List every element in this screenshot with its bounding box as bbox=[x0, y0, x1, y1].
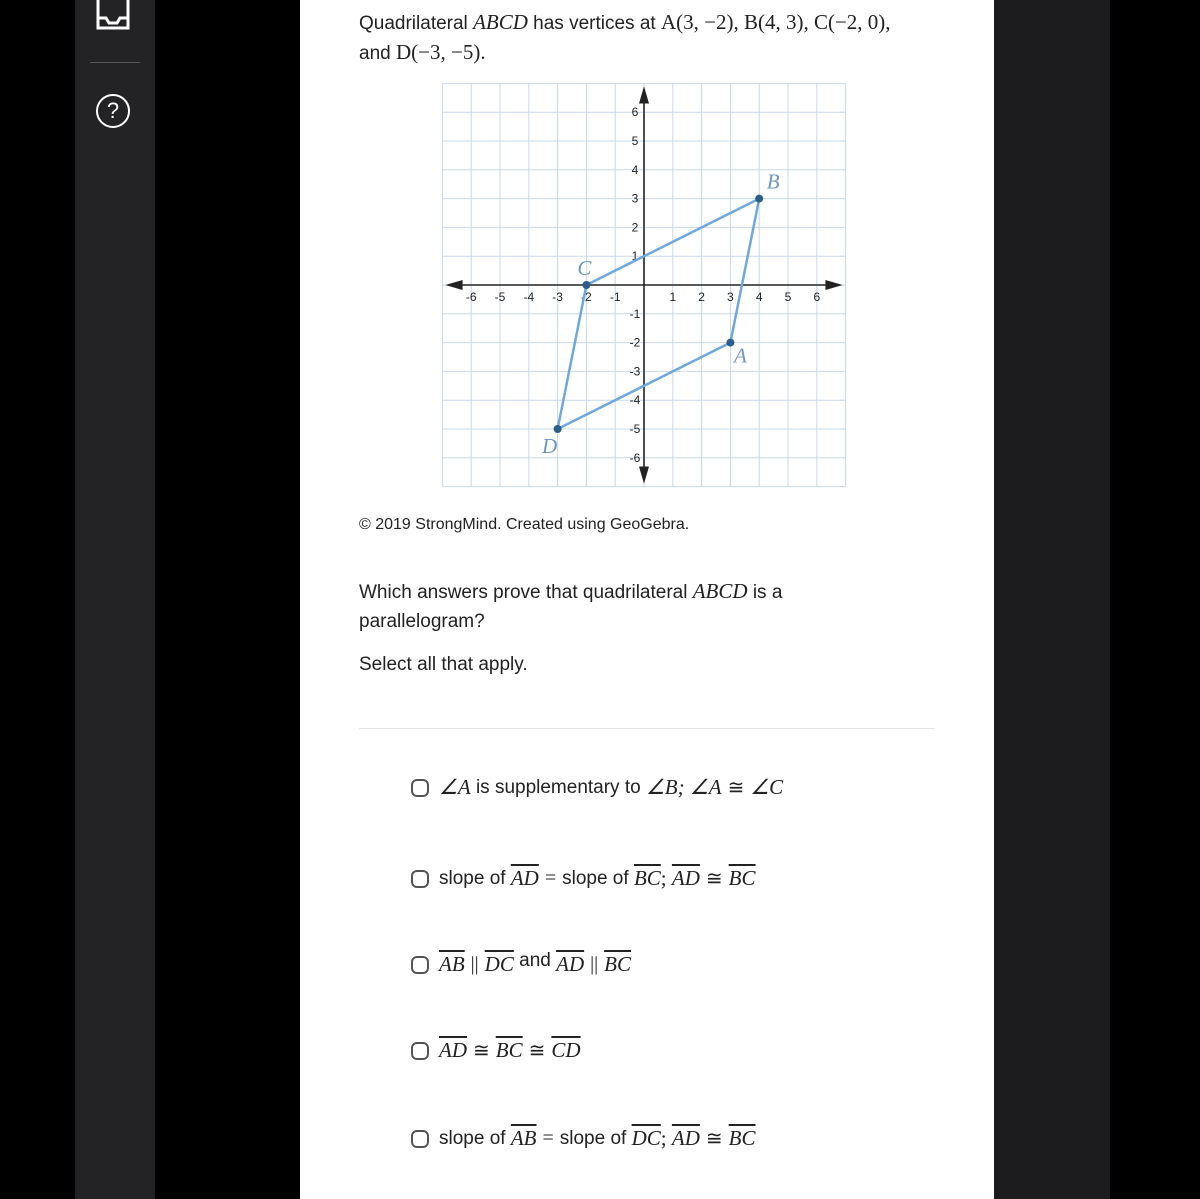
opt4-congruent2: ≅ bbox=[528, 1040, 546, 1062]
opt4-seg2: $\overline{BC}$ bbox=[495, 1038, 523, 1062]
x-tick-label: -6 bbox=[465, 290, 477, 304]
y-tick-label: 3 bbox=[631, 191, 639, 206]
vertex-label-b: B bbox=[766, 169, 780, 194]
opt2-text1: slope of bbox=[439, 867, 506, 889]
question-suffix: is a parallelogram? bbox=[359, 582, 783, 632]
right-margin bbox=[1110, 0, 1200, 1199]
opt1-angle-a: ∠A bbox=[439, 775, 471, 799]
opt5-semicolon: ; bbox=[660, 1126, 667, 1150]
x-tick-label: -4 bbox=[523, 290, 535, 304]
opt2-seg3: $\overline{AD}$ bbox=[671, 866, 700, 890]
sidebar-divider bbox=[90, 62, 140, 63]
opt5-seg2: $\overline{DC}$ bbox=[631, 1126, 661, 1150]
x-axis-arrow-left bbox=[445, 280, 462, 290]
opt4-seg3: $\overline{CD}$ bbox=[551, 1038, 581, 1062]
y-tick-label: 1 bbox=[631, 249, 639, 264]
left-margin bbox=[0, 0, 75, 1199]
opt1-angle-a2: ∠A bbox=[689, 775, 722, 799]
opt2-semicolon: ; bbox=[660, 866, 667, 890]
question-text bbox=[359, 577, 859, 636]
x-tick-label: -2 bbox=[581, 290, 592, 304]
x-tick-label: 1 bbox=[669, 290, 677, 304]
vertex-c bbox=[582, 281, 590, 289]
opt3-seg4: $\overline{BC}$ bbox=[604, 952, 631, 976]
y-axis-arrow-up bbox=[639, 86, 649, 103]
sidebar bbox=[75, 0, 155, 1199]
y-tick-label: -6 bbox=[629, 450, 641, 465]
opt2-congruent: ≅ bbox=[705, 868, 723, 890]
gutter bbox=[155, 0, 300, 1199]
opt1-congruent: ≅ bbox=[727, 777, 745, 799]
answer-option-2[interactable] bbox=[411, 866, 756, 891]
intro-and: and bbox=[359, 43, 391, 64]
opt4-seg1: $\overline{AD}$ bbox=[439, 1038, 467, 1062]
opt5-seg3: $\overline{AD}$ bbox=[671, 1126, 700, 1150]
last-vertex: D(−3, −5). bbox=[395, 40, 486, 64]
image-credit: © 2019 StrongMind. Created using GeoGebra. bbox=[359, 516, 690, 533]
shape-name: ABCD bbox=[473, 10, 528, 34]
opt2-seg4: $\overline{BC}$ bbox=[728, 866, 756, 890]
divider-line bbox=[359, 728, 935, 729]
vertex-label-d: D bbox=[542, 434, 558, 458]
coordinate-graph bbox=[442, 78, 852, 488]
opt4-congruent1: ≅ bbox=[473, 1040, 490, 1062]
y-tick-label: 6 bbox=[631, 105, 639, 120]
y-tick-label: -3 bbox=[629, 364, 641, 379]
opt5-congruent: ≅ bbox=[705, 1128, 723, 1150]
y-tick-label: -5 bbox=[629, 422, 641, 436]
right-panel bbox=[994, 0, 1110, 1199]
intro-text: Quadrilateral bbox=[359, 13, 468, 34]
problem-intro bbox=[359, 8, 939, 68]
opt3-seg2: $\overline{DC}$ bbox=[484, 952, 514, 976]
answer-option-3[interactable] bbox=[411, 949, 631, 977]
question-prefix: Which answers prove that quadrilateral bbox=[359, 582, 688, 603]
answer-option-4[interactable] bbox=[411, 1038, 581, 1063]
option-3-checkbox[interactable] bbox=[411, 956, 429, 974]
question-panel bbox=[300, 0, 994, 1199]
opt1-angle-c: ∠C bbox=[750, 775, 784, 799]
opt3-and: and bbox=[519, 949, 551, 971]
y-axis-arrow-down bbox=[639, 466, 649, 483]
vertex-label-a: A bbox=[733, 343, 747, 368]
opt5-equals: = bbox=[542, 1127, 554, 1149]
answer-option-1[interactable] bbox=[411, 775, 783, 800]
opt5-text1: slope of bbox=[439, 1127, 506, 1149]
opt3-seg1: $\overline{AB}$ bbox=[439, 952, 465, 976]
opt5-text2: slope of bbox=[559, 1127, 627, 1149]
option-1-checkbox[interactable] bbox=[411, 779, 429, 797]
select-all-instruction: Select all that apply. bbox=[359, 654, 528, 675]
intro-text-mid: has vertices at bbox=[533, 13, 656, 34]
inbox-icon[interactable] bbox=[94, 0, 132, 32]
x-tick-label: 3 bbox=[727, 290, 734, 304]
opt3-parallel1: || bbox=[470, 953, 479, 975]
opt2-text2: slope of bbox=[562, 867, 629, 889]
x-tick-label: 2 bbox=[698, 290, 705, 304]
vertex-label-c: C bbox=[577, 256, 592, 280]
y-tick-label: -2 bbox=[629, 335, 641, 350]
option-2-checkbox[interactable] bbox=[411, 870, 429, 888]
opt1-text: is supplementary to bbox=[475, 776, 641, 798]
x-tick-label: 5 bbox=[784, 290, 792, 304]
opt2-seg2: $\overline{BC}$ bbox=[633, 866, 661, 890]
y-tick-label: 2 bbox=[631, 220, 639, 235]
opt3-parallel2: || bbox=[590, 953, 599, 975]
opt3-seg3: $\overline{AD}$ bbox=[556, 952, 585, 976]
y-tick-label: 4 bbox=[631, 162, 639, 177]
help-icon[interactable] bbox=[95, 93, 131, 129]
question-shape: ABCD bbox=[692, 579, 748, 603]
svg-text:?: ? bbox=[106, 98, 120, 123]
answer-option-5[interactable] bbox=[411, 1126, 756, 1151]
opt1-angle-b: ∠B; bbox=[645, 775, 685, 799]
x-tick-label: -3 bbox=[552, 290, 563, 304]
option-5-checkbox[interactable] bbox=[411, 1130, 429, 1148]
vertices-list: A(3, −2), B(4, 3), C(−2, 0), bbox=[660, 10, 891, 34]
opt2-equals: = bbox=[544, 867, 557, 889]
y-tick-label: -1 bbox=[629, 306, 641, 321]
x-tick-label: -5 bbox=[494, 290, 506, 304]
x-axis-arrow-right bbox=[825, 280, 842, 290]
option-4-checkbox[interactable] bbox=[411, 1042, 429, 1060]
x-tick-label: 6 bbox=[813, 290, 821, 304]
y-tick-label: -4 bbox=[629, 393, 641, 408]
x-tick-label: -1 bbox=[609, 290, 621, 304]
x-tick-label: 4 bbox=[755, 290, 763, 304]
opt5-seg4: $\overline{BC}$ bbox=[728, 1126, 756, 1150]
vertex-b bbox=[755, 195, 763, 203]
opt2-seg1: $\overline{AD}$ bbox=[510, 866, 539, 890]
opt5-seg1: $\overline{AB}$ bbox=[510, 1126, 537, 1150]
y-tick-label: 5 bbox=[631, 134, 639, 148]
vertex-d bbox=[554, 425, 562, 433]
